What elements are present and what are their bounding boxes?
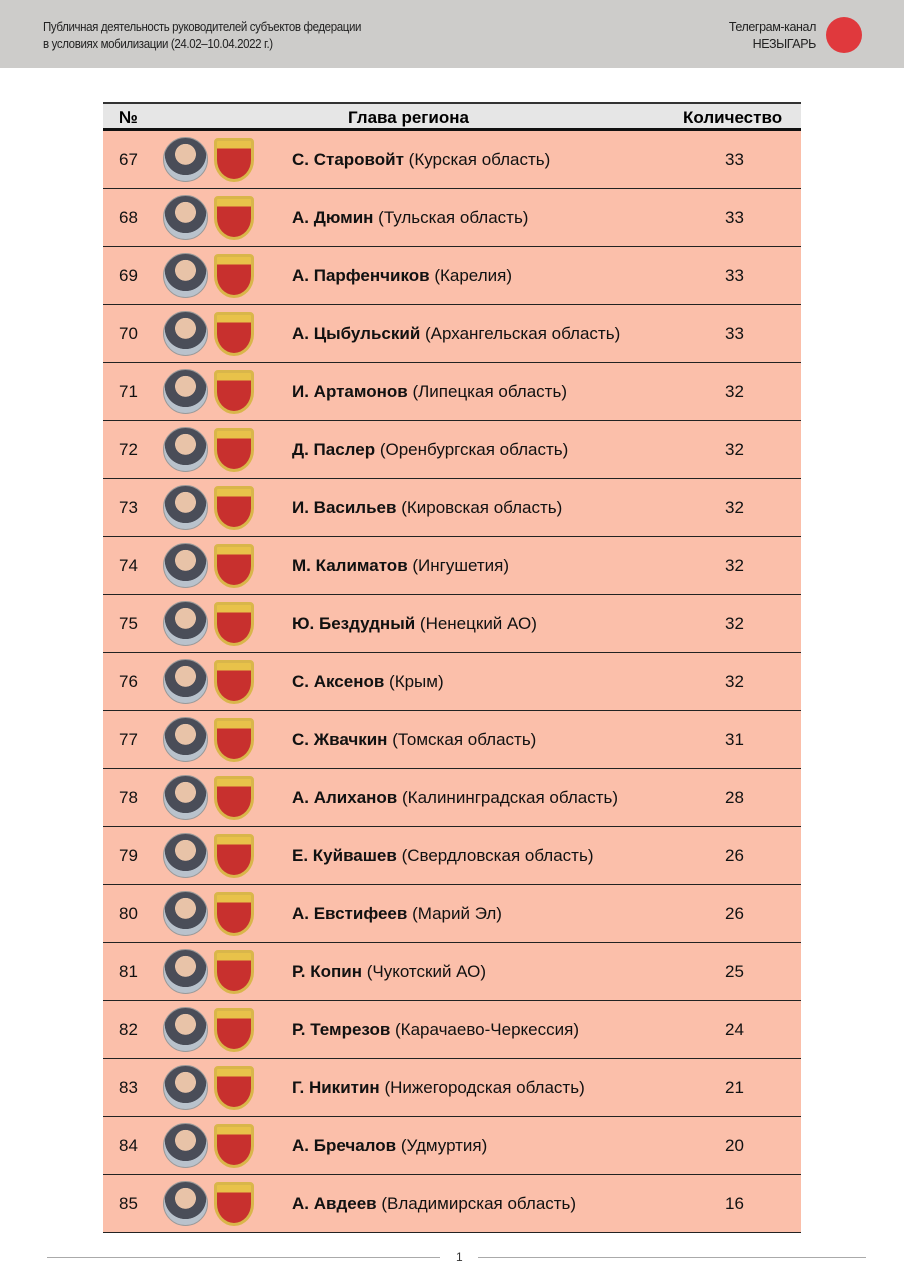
coat-of-arms-icon bbox=[214, 718, 254, 762]
count-value: 26 bbox=[725, 904, 744, 923]
governor-name: Р. Копин bbox=[292, 962, 362, 981]
table-row bbox=[103, 711, 801, 769]
coat-of-arms-icon bbox=[214, 370, 254, 414]
count-value: 33 bbox=[725, 266, 744, 285]
channel-logo-icon bbox=[826, 17, 862, 53]
coat-of-arms-icon bbox=[214, 602, 254, 646]
row-number: 67 bbox=[119, 150, 138, 169]
count-value: 32 bbox=[725, 672, 744, 691]
region-name: (Тульская область) bbox=[378, 208, 529, 227]
count-value: 33 bbox=[725, 324, 744, 343]
coat-of-arms-icon bbox=[214, 1124, 254, 1168]
coat-of-arms-icon bbox=[214, 428, 254, 472]
count-value: 21 bbox=[725, 1078, 744, 1097]
region-name: (Нижегородская область) bbox=[384, 1078, 585, 1097]
row-number: 70 bbox=[119, 324, 138, 343]
count-value: 31 bbox=[725, 730, 744, 749]
portrait-icon bbox=[163, 137, 208, 182]
count-value: 24 bbox=[725, 1020, 744, 1039]
head-name bbox=[292, 440, 568, 460]
governor-name: А. Дюмин bbox=[292, 208, 374, 227]
coat-of-arms-icon bbox=[214, 834, 254, 878]
region-name: (Карачаево-Черкессия) bbox=[395, 1020, 579, 1039]
coat-of-arms-icon bbox=[214, 1182, 254, 1226]
table-row bbox=[103, 943, 801, 1001]
governor-name: С. Жвачкин bbox=[292, 730, 388, 749]
page-number: 1 bbox=[456, 1250, 463, 1264]
row-number: 68 bbox=[119, 208, 138, 227]
portrait-icon bbox=[163, 1065, 208, 1110]
table-row bbox=[103, 363, 801, 421]
governor-name: А. Авдеев bbox=[292, 1194, 377, 1213]
region-name: (Карелия) bbox=[434, 266, 512, 285]
coat-of-arms-icon bbox=[214, 486, 254, 530]
count-value: 32 bbox=[725, 440, 744, 459]
table-header bbox=[103, 104, 801, 131]
count-value: 20 bbox=[725, 1136, 744, 1155]
portrait-icon bbox=[163, 659, 208, 704]
count-value: 33 bbox=[725, 150, 744, 169]
head-name bbox=[292, 382, 567, 402]
coat-of-arms-icon bbox=[214, 138, 254, 182]
count-value: 32 bbox=[725, 498, 744, 517]
table-row bbox=[103, 1175, 801, 1233]
coat-of-arms-icon bbox=[214, 776, 254, 820]
portrait-icon bbox=[163, 949, 208, 994]
table-row bbox=[103, 885, 801, 943]
row-number: 78 bbox=[119, 788, 138, 807]
portrait-icon bbox=[163, 1181, 208, 1226]
region-name: (Томская область) bbox=[392, 730, 537, 749]
head-name bbox=[292, 1194, 576, 1214]
table-row bbox=[103, 189, 801, 247]
coat-of-arms-icon bbox=[214, 196, 254, 240]
row-number: 73 bbox=[119, 498, 138, 517]
governor-name: Г. Никитин bbox=[292, 1078, 380, 1097]
table-row bbox=[103, 131, 801, 189]
row-number: 80 bbox=[119, 904, 138, 923]
table-row bbox=[103, 479, 801, 537]
coat-of-arms-icon bbox=[214, 1066, 254, 1110]
governor-name: И. Артамонов bbox=[292, 382, 408, 401]
ranking-table bbox=[103, 102, 801, 1233]
table-row bbox=[103, 421, 801, 479]
portrait-icon bbox=[163, 601, 208, 646]
portrait-icon bbox=[163, 485, 208, 530]
region-name: (Курская область) bbox=[408, 150, 551, 169]
region-name: (Свердловская область) bbox=[401, 846, 594, 865]
row-number: 81 bbox=[119, 962, 138, 981]
table-row bbox=[103, 595, 801, 653]
head-name bbox=[292, 962, 486, 982]
report-title: Публичная деятельность руководителей субъектов федерации в условиях мобилизации (24.02–10.04.2022 г.) bbox=[43, 20, 362, 51]
head-name bbox=[292, 208, 528, 228]
governor-name: А. Бречалов bbox=[292, 1136, 397, 1155]
governor-name: А. Цыбульский bbox=[292, 324, 421, 343]
portrait-icon bbox=[163, 775, 208, 820]
count-value: 32 bbox=[725, 382, 744, 401]
region-name: (Кировская область) bbox=[401, 498, 563, 517]
coat-of-arms-icon bbox=[214, 950, 254, 994]
region-name: (Архангельская область) bbox=[425, 324, 621, 343]
footer-rule bbox=[47, 1257, 440, 1258]
row-number: 84 bbox=[119, 1136, 138, 1155]
governor-name: А. Алиханов bbox=[292, 788, 398, 807]
coat-of-arms-icon bbox=[214, 312, 254, 356]
row-number: 79 bbox=[119, 846, 138, 865]
col-count: Количество bbox=[683, 108, 783, 127]
channel-label: Телеграм-канал НЕЗЫГАРЬ bbox=[728, 20, 816, 51]
row-number: 72 bbox=[119, 440, 138, 459]
region-name: (Владимирская область) bbox=[381, 1194, 577, 1213]
portrait-icon bbox=[163, 369, 208, 414]
head-name bbox=[292, 672, 444, 692]
head-name bbox=[292, 730, 536, 750]
portrait-icon bbox=[163, 891, 208, 936]
table-row bbox=[103, 1059, 801, 1117]
table-row bbox=[103, 305, 801, 363]
count-value: 32 bbox=[725, 614, 744, 633]
portrait-icon bbox=[163, 833, 208, 878]
count-value: 25 bbox=[725, 962, 744, 981]
portrait-icon bbox=[163, 1123, 208, 1168]
count-value: 16 bbox=[725, 1194, 744, 1213]
region-name: (Марий Эл) bbox=[412, 904, 502, 923]
row-number: 77 bbox=[119, 730, 138, 749]
governor-name: Р. Темрезов bbox=[292, 1020, 391, 1039]
governor-name: А. Парфенчиков bbox=[292, 266, 430, 285]
head-name bbox=[292, 556, 509, 576]
head-name bbox=[292, 324, 620, 344]
portrait-icon bbox=[163, 543, 208, 588]
page-header bbox=[0, 0, 904, 68]
count-value: 32 bbox=[725, 556, 744, 575]
governor-name: Ю. Бездудный bbox=[292, 614, 416, 633]
region-name: (Ненецкий АО) bbox=[419, 614, 537, 633]
table-row bbox=[103, 827, 801, 885]
row-number: 74 bbox=[119, 556, 138, 575]
count-value: 33 bbox=[725, 208, 744, 227]
portrait-icon bbox=[163, 195, 208, 240]
governor-name: Е. Куйвашев bbox=[292, 846, 397, 865]
head-name bbox=[292, 1078, 585, 1098]
coat-of-arms-icon bbox=[214, 544, 254, 588]
table-row bbox=[103, 247, 801, 305]
col-number: № bbox=[119, 108, 138, 127]
portrait-icon bbox=[163, 427, 208, 472]
region-name: (Ингушетия) bbox=[412, 556, 510, 575]
region-name: (Чукотский АО) bbox=[366, 962, 487, 981]
head-name bbox=[292, 1136, 487, 1156]
portrait-icon bbox=[163, 1007, 208, 1052]
governor-name: С. Аксенов bbox=[292, 672, 385, 691]
coat-of-arms-icon bbox=[214, 892, 254, 936]
head-name bbox=[292, 904, 502, 924]
portrait-icon bbox=[163, 253, 208, 298]
table-row bbox=[103, 537, 801, 595]
governor-name: Д. Паслер bbox=[292, 440, 376, 459]
table-row bbox=[103, 1001, 801, 1059]
row-number: 82 bbox=[119, 1020, 138, 1039]
governor-name: И. Васильев bbox=[292, 498, 397, 517]
head-name bbox=[292, 1020, 579, 1040]
portrait-icon bbox=[163, 717, 208, 762]
governor-name: А. Евстифеев bbox=[292, 904, 408, 923]
table-row bbox=[103, 1117, 801, 1175]
row-number: 71 bbox=[119, 382, 138, 401]
count-value: 26 bbox=[725, 846, 744, 865]
governor-name: М. Калиматов bbox=[292, 556, 408, 575]
row-number: 76 bbox=[119, 672, 138, 691]
region-name: (Удмуртия) bbox=[400, 1136, 488, 1155]
head-name bbox=[292, 150, 550, 170]
region-name: (Крым) bbox=[389, 672, 444, 691]
coat-of-arms-icon bbox=[214, 254, 254, 298]
col-head: Глава региона bbox=[348, 108, 469, 127]
footer-rule bbox=[478, 1257, 866, 1258]
coat-of-arms-icon bbox=[214, 1008, 254, 1052]
head-name bbox=[292, 266, 512, 286]
head-name bbox=[292, 846, 594, 866]
row-number: 83 bbox=[119, 1078, 138, 1097]
row-number: 69 bbox=[119, 266, 138, 285]
table-row bbox=[103, 769, 801, 827]
table-row bbox=[103, 653, 801, 711]
count-value: 28 bbox=[725, 788, 744, 807]
governor-name: С. Старовойт bbox=[292, 150, 404, 169]
portrait-icon bbox=[163, 311, 208, 356]
region-name: (Оренбургская область) bbox=[379, 440, 569, 459]
head-name bbox=[292, 788, 618, 808]
region-name: (Калининградская область) bbox=[402, 788, 619, 807]
row-number: 75 bbox=[119, 614, 138, 633]
head-name bbox=[292, 614, 537, 634]
row-number: 85 bbox=[119, 1194, 138, 1213]
coat-of-arms-icon bbox=[214, 660, 254, 704]
region-name: (Липецкая область) bbox=[412, 382, 567, 401]
head-name bbox=[292, 498, 562, 518]
